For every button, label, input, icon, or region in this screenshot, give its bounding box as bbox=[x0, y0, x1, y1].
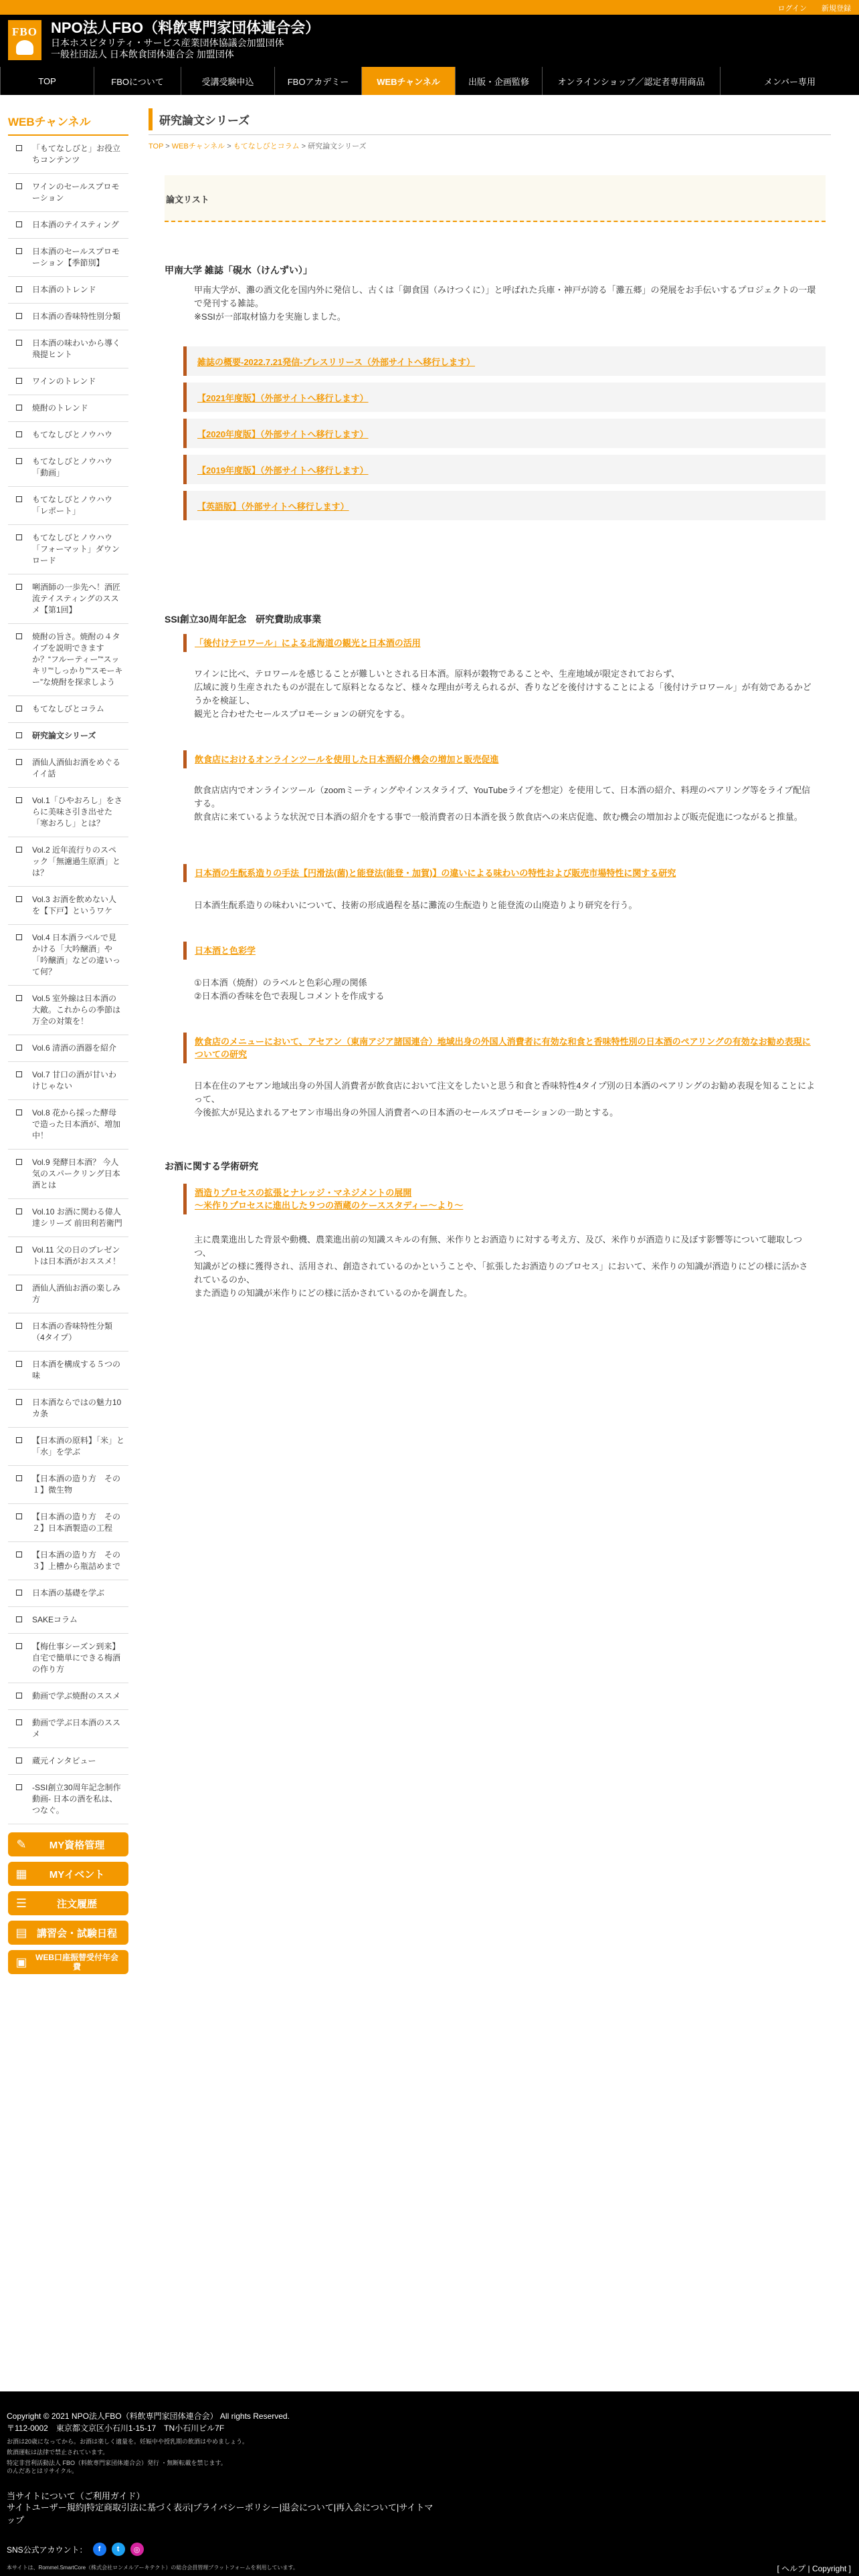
checkbox-square-icon bbox=[16, 706, 22, 712]
button-icon: ☰ bbox=[15, 1896, 27, 1910]
sidebar-item-label: 【梅仕事シーズン到来】自宅で簡単にできる梅酒の作り方 bbox=[32, 1642, 121, 1674]
seminar-schedule-button[interactable] bbox=[8, 1921, 128, 1945]
sidebar-item[interactable] bbox=[8, 837, 128, 887]
grant-desc-line: 飲食店に来ているような状況で日本酒の紹介をする事で一般消費者の日本酒を扱う飲食店への来店促進、飲む機会の増加および販売促進につながると推量。 bbox=[194, 812, 803, 822]
sidebar-item-label: 【日本酒の造り方 その２】日本酒製造の工程 bbox=[32, 1512, 121, 1533]
checkbox-square-icon bbox=[16, 633, 22, 639]
grant-link-item[interactable] bbox=[183, 1033, 826, 1063]
main-content bbox=[149, 108, 831, 1298]
checkbox-square-icon bbox=[16, 1475, 22, 1481]
sidebar-item[interactable] bbox=[8, 1313, 128, 1352]
konan-desc-line: 甲南大学が、灘の酒文化を国内外に発信し、古くは「御食国（みけつくに）」と呼ばれた兵庫・神戸が誇る「灘五郷」の発展をお手伝いするプロジェクトの一環で発刊する雑誌。 bbox=[194, 285, 816, 308]
help-copyright-link[interactable]: [ ヘルプ | Copyright ] bbox=[777, 2564, 851, 2573]
order-history-button[interactable] bbox=[8, 1891, 128, 1915]
button-label: 注文履歴 bbox=[56, 1898, 97, 1910]
konan-link-item[interactable] bbox=[183, 383, 826, 412]
academic-desc bbox=[194, 1233, 816, 1300]
sidebar-item-label: 研究論文シリーズ bbox=[32, 731, 96, 740]
konan-link-item[interactable] bbox=[183, 455, 826, 484]
checkbox-square-icon bbox=[16, 286, 22, 292]
checkbox-square-icon bbox=[16, 534, 22, 540]
academic-desc-line: 主に農業進出した背景や動機、農業進出前の知識スキルの有無、米作りとお酒造りに対する考え方、及び、米作りが酒造りに及ぼす影響等について聴取しつつ、 bbox=[194, 1235, 803, 1258]
press-release-link[interactable]: 雑誌の概要-2022.7.21発信-プレスリリース（外部サイトへ移行します） bbox=[197, 356, 476, 367]
checkbox-square-icon bbox=[16, 1551, 22, 1558]
footer-notice: のんだあとはリサイクル。 bbox=[7, 2468, 78, 2474]
sidebar-item[interactable] bbox=[8, 1199, 128, 1237]
checkbox-square-icon bbox=[16, 458, 22, 464]
checkbox-square-icon bbox=[16, 1208, 22, 1214]
sidebar-title: WEBチャンネル bbox=[8, 112, 128, 136]
edition-2021-link[interactable]: 【2021年度版】（外部サイトへ移行します） bbox=[197, 393, 369, 403]
sidebar-item[interactable] bbox=[8, 1542, 128, 1580]
sidebar-item-label: Vol.2 近年流行りのスペック「無濾過生原酒」とは？ bbox=[32, 845, 121, 877]
sns-block bbox=[7, 2543, 144, 2556]
sidebar-item-label: 日本酒のテイスティング bbox=[32, 220, 119, 229]
grant-link-2[interactable]: 飲食店におけるオンラインツールを使用した日本酒紹介機会の増加と販売促進 bbox=[195, 754, 499, 764]
logo-emblem-icon bbox=[16, 40, 33, 55]
page-title: 研究論文シリーズ bbox=[149, 108, 831, 130]
grant-link-3[interactable]: 日本酒の生酛系造りの手法【円滑法(菌)と能登法(能登・加賀)】の違いによる味わいの特性および販売市場特性に関する研究 bbox=[195, 868, 676, 878]
site-subtitle-1: 日本ホスピタリティ・サービス産業団体協議会加盟団体 bbox=[51, 37, 284, 48]
facebook-icon[interactable]: f bbox=[93, 2543, 106, 2556]
sidebar-item[interactable] bbox=[8, 1683, 128, 1710]
grant-link-1[interactable]: 「後付けテロワール」による北海道の観光と日本酒の活用 bbox=[195, 638, 421, 648]
checkbox-square-icon bbox=[16, 340, 22, 346]
sidebar-item[interactable] bbox=[8, 368, 128, 395]
sidebar-item[interactable] bbox=[8, 174, 128, 212]
sidebar-item[interactable] bbox=[8, 1607, 128, 1634]
sidebar-item[interactable] bbox=[8, 239, 128, 277]
sidebar-item[interactable] bbox=[8, 887, 128, 925]
sidebar-item-label: 日本酒の基礎を学ぶ bbox=[32, 1588, 105, 1598]
about-site-link[interactable]: 当サイトについて（ご利用ガイド） bbox=[7, 2491, 145, 2501]
checkbox-square-icon bbox=[16, 496, 22, 502]
checkbox-square-icon bbox=[16, 732, 22, 738]
sidebar-item[interactable] bbox=[8, 1390, 128, 1428]
konan-link-item[interactable] bbox=[183, 346, 826, 376]
grant-desc-line: 日本酒生酛系造りの味わいについて、技術の形成過程を基に灘流の生酛造りと能登流の山廃造りより研究を行う。 bbox=[194, 900, 638, 910]
academic-link-line[interactable]: ～米作りプロセスに進出した９つの酒蔵のケーススタディー～より～ bbox=[195, 1200, 464, 1210]
checkbox-square-icon bbox=[16, 1590, 22, 1596]
sidebar-item[interactable] bbox=[8, 304, 128, 330]
button-label: MYイベント bbox=[49, 1868, 105, 1881]
sidebar-item[interactable] bbox=[8, 1062, 128, 1100]
checkbox-square-icon bbox=[16, 145, 22, 151]
sidebar-item[interactable] bbox=[8, 1352, 128, 1390]
sidebar-item-label: Vol.7 甘口の酒が甘いわけじゃない bbox=[32, 1070, 117, 1091]
sidebar-item-label: 酒仙人酒仙お酒の楽しみ方 bbox=[32, 1283, 121, 1304]
sidebar-item-label: 【日本酒の原料】「米」と「水」を学ぶ bbox=[32, 1436, 125, 1457]
sidebar-item-label: 日本酒の味わいから導く飛提ヒント bbox=[32, 338, 121, 359]
checkbox-square-icon bbox=[16, 1159, 22, 1165]
sidebar-item-label: 日本酒の香味特性分類（4タイプ） bbox=[32, 1321, 113, 1342]
site-footer bbox=[0, 2391, 859, 2576]
sidebar-item-label: 日本酒のセールスプロモーション【季節別】 bbox=[32, 247, 120, 267]
sidebar-item[interactable] bbox=[8, 1504, 128, 1542]
checkbox-square-icon bbox=[16, 896, 22, 902]
sidebar-item[interactable] bbox=[8, 574, 128, 624]
checkbox-square-icon bbox=[16, 1437, 22, 1443]
checkbox-square-icon bbox=[16, 847, 22, 853]
grant-desc-5 bbox=[194, 1079, 816, 1119]
title-divider bbox=[149, 134, 831, 135]
checkbox-square-icon bbox=[16, 1071, 22, 1077]
sidebar-item-label: 【日本酒の造り方 その１】微生物 bbox=[32, 1474, 121, 1495]
sns-label: SNS公式アカウント： bbox=[7, 2545, 88, 2555]
sidebar-item-label: Vol.4 日本酒ラベルで見かける「大吟醸酒」や「吟醸酒」などの違いって何？ bbox=[32, 933, 121, 976]
web-payment-button[interactable] bbox=[8, 1950, 128, 1974]
konan-heading: 甲南大学 雑誌「硯水（けんずい）」 bbox=[165, 265, 312, 276]
checkbox-square-icon bbox=[16, 183, 22, 189]
sidebar-item[interactable] bbox=[8, 1237, 128, 1275]
sidebar-item[interactable] bbox=[8, 277, 128, 304]
nav-item[interactable]: FBOアカデミー bbox=[274, 67, 361, 95]
sidebar-item-label: ワインのセールスプロモーション bbox=[32, 182, 120, 203]
sidebar-item-label: -SSI創立30周年記念制作動画- 日本の酒を私は、つなぐ。 bbox=[32, 1783, 121, 1815]
grant-desc-line: 観光と合わせたセールスプロモーションの研究をする。 bbox=[194, 709, 410, 719]
grant-link-item[interactable] bbox=[183, 750, 826, 768]
nav-item[interactable]: 出版・企画監修 bbox=[455, 67, 542, 95]
academic-link-item[interactable] bbox=[183, 1184, 826, 1214]
address: 〒112-0002 東京都文京区小石川1-15-17 TN小石川ビル7F bbox=[7, 2424, 225, 2433]
checkbox-square-icon bbox=[16, 1247, 22, 1253]
breadcrumb-top[interactable]: TOP bbox=[149, 142, 164, 150]
button-icon: ▦ bbox=[15, 1866, 27, 1881]
nav-item[interactable]: FBOについて bbox=[94, 67, 181, 95]
brand-block bbox=[51, 19, 320, 60]
sidebar-item-label: 酒仙人酒仙お酒をめぐるイイ話 bbox=[32, 758, 121, 778]
nav-item[interactable]: メンバー専用 bbox=[720, 67, 859, 95]
grant-desc-line: 広域に渡り生産されたものが混在して原料となるなど、様々な理由が考えられるが、香りなどを後付けすることによる「後付けテロワール」が有効であるかどうかを検証し、 bbox=[194, 682, 812, 706]
grant-desc-line: 日本在住のアセアン地域出身の外国人消費者が飲食店において注文をしたいと思う和食と香味特性4タイプ別の日本酒のペアリングのお勧め表現を知ることによって、 bbox=[194, 1081, 816, 1104]
checkbox-square-icon bbox=[16, 1285, 22, 1291]
footer-notice: 飲酒運転は法律で禁止されています。 bbox=[7, 2449, 109, 2456]
my-event-button[interactable] bbox=[8, 1862, 128, 1886]
edition-2020-link[interactable]: 【2020年度版】（外部サイトへ移行します） bbox=[197, 429, 369, 439]
checkbox-square-icon bbox=[16, 1045, 22, 1051]
top-utility-bar bbox=[0, 0, 859, 15]
sidebar-item[interactable] bbox=[8, 1775, 128, 1824]
sidebar-item-label: もてなしびとノウハウ「動画」 bbox=[32, 457, 113, 477]
nav-item[interactable]: オンラインショップ／認定者専用商品 bbox=[542, 67, 720, 95]
sidebar-item[interactable] bbox=[8, 1035, 128, 1062]
english-edition-link[interactable]: 【英語版】（外部サイトへ移行します） bbox=[197, 501, 349, 512]
sidebar-item[interactable] bbox=[8, 925, 128, 986]
checkbox-square-icon bbox=[16, 1643, 22, 1649]
grant-desc-4 bbox=[194, 976, 816, 1003]
sidebar-item[interactable] bbox=[8, 1428, 128, 1466]
checkbox-square-icon bbox=[16, 759, 22, 765]
button-label: 講習会・試験日程 bbox=[36, 1927, 117, 1939]
sidebar-item[interactable] bbox=[8, 422, 128, 449]
sidebar-item-label: Vol.1「ひやおろし」をさらに美味さ引き出せた「寒おろし」とは？ bbox=[32, 796, 122, 828]
sidebar-item-label: 蔵元インタビュー bbox=[32, 1756, 96, 1765]
academic-desc-line: 知識がどの様に獲得され、活用され、創造されているのかということや、「拡張したお酒造りのプロセス」において、米作りの知識が酒造りにどの様に活かされているのか、 bbox=[194, 1261, 808, 1285]
sidebar-item-label: Vol.3 お酒を飲めない人を【下戸】というワケ bbox=[32, 895, 117, 916]
sidebar-item[interactable] bbox=[8, 136, 128, 174]
site-title: NPO法人FBO（料飲専門家団体連合会） bbox=[51, 19, 320, 36]
edition-2019-link[interactable]: 【2019年度版】（外部サイトへ移行します） bbox=[197, 465, 369, 475]
nav-item[interactable]: TOP bbox=[0, 67, 94, 95]
sidebar-item[interactable] bbox=[8, 1275, 128, 1313]
sidebar-item-label: 日本酒を構成する５つの味 bbox=[32, 1360, 121, 1380]
nav-item[interactable]: WEBチャンネル bbox=[361, 67, 455, 95]
sidebar-item[interactable] bbox=[8, 1748, 128, 1775]
sidebar-item[interactable] bbox=[8, 788, 128, 837]
login-link[interactable]: ログイン bbox=[777, 5, 807, 13]
nav-item[interactable]: 受講受験申込 bbox=[181, 67, 274, 95]
register-link[interactable]: 新規登録 bbox=[822, 5, 851, 13]
checkbox-square-icon bbox=[16, 221, 22, 227]
sidebar-item[interactable] bbox=[8, 723, 128, 750]
sidebar-item-label: 【日本酒の造り方 その３】上槽から瓶詰めまで bbox=[32, 1550, 121, 1571]
fbo-logo[interactable] bbox=[7, 19, 43, 62]
sidebar-menu bbox=[8, 136, 128, 1824]
utility-links bbox=[778, 3, 851, 13]
sidebar-item-label: SAKEコラム bbox=[32, 1615, 78, 1624]
grant-desc-2 bbox=[194, 784, 816, 824]
checkbox-square-icon bbox=[16, 1323, 22, 1329]
sidebar-item[interactable] bbox=[8, 1580, 128, 1607]
sns-icons bbox=[93, 2543, 144, 2556]
sidebar-item[interactable] bbox=[8, 487, 128, 525]
checkbox-square-icon bbox=[16, 797, 22, 803]
grant-link-4[interactable]: 日本酒と色彩学 bbox=[195, 946, 256, 956]
paper-list-header bbox=[165, 175, 826, 222]
grant-desc-line: ワインに比べ、テロワールを感じることが難しいとされる日本酒。原料が穀物であることや、生産地域が限定されておらず、 bbox=[194, 669, 680, 679]
academic-link-line[interactable]: 酒造りプロセスの拡張とナレッジ・マネジメントの展開 bbox=[195, 1188, 412, 1198]
sidebar-buttons bbox=[8, 1832, 128, 1974]
sidebar-item-label: Vol.9 発酵日本酒？ 今人気のスパークリング日本酒とは bbox=[32, 1158, 120, 1190]
sidebar-item-label: もてなしびとノウハウ「フォーマット」ダウンロード bbox=[32, 533, 120, 565]
button-icon: ▤ bbox=[15, 1925, 27, 1939]
sidebar-item-label: 日本酒の香味特性別分類 bbox=[32, 312, 121, 321]
checkbox-square-icon bbox=[16, 1361, 22, 1367]
sidebar-item-label: Vol.6 清酒の酒器を紹介 bbox=[32, 1043, 117, 1053]
grant-link-item[interactable] bbox=[183, 634, 826, 652]
checkbox-square-icon bbox=[16, 431, 22, 437]
grant-desc-line: 飲食店店内でオンラインツール（zoomミーティングやインスタライブ、YouTubeライブを想定）を使用して、日本酒の紹介、料理のペアリング等をライブ配信する。 bbox=[194, 785, 811, 809]
checkbox-square-icon bbox=[16, 1399, 22, 1405]
ssi-grant-heading: SSI創立30周年記念 研究費助成事業 bbox=[165, 614, 322, 625]
sidebar-item-label: Vol.8 花から採った酵母で造った日本酒が、増加中！ bbox=[32, 1108, 121, 1140]
button-icon: ✎ bbox=[16, 1837, 27, 1851]
breadcrumb-webchannel[interactable]: WEBチャンネル bbox=[171, 142, 225, 150]
checkbox-square-icon bbox=[16, 1719, 22, 1725]
sidebar-item[interactable] bbox=[8, 1100, 128, 1150]
sidebar-item-label: 動画で学ぶ日本酒のススメ bbox=[32, 1718, 121, 1739]
grant-desc-3 bbox=[194, 899, 816, 912]
sidebar bbox=[8, 112, 128, 1974]
copyright: Copyright © 2021 NPO法人FBO（料飲専門家団体連合会） All rights Reserved. bbox=[7, 2411, 290, 2421]
sidebar-item-label: 動画で学ぶ焼酎のススメ bbox=[32, 1691, 121, 1701]
grant-desc-1 bbox=[194, 667, 816, 721]
sidebar-item-label: もてなしびとコラム bbox=[32, 704, 104, 714]
sidebar-item-label: 焼酎のトレンド bbox=[32, 403, 88, 413]
site-subtitle-2: 一般社団法人 日本飲食団体連合会 加盟団体 bbox=[51, 49, 234, 60]
footer-notice: 特定非営利活動法人 FBO（料飲専門家団体連合会）発行 ・無断転載を禁じます。 bbox=[7, 2460, 227, 2466]
sidebar-item-label: ワインのトレンド bbox=[32, 377, 96, 386]
academic-heading: お酒に関する学術研究 bbox=[165, 1161, 258, 1172]
checkbox-square-icon bbox=[16, 1693, 22, 1699]
logo-text: FBO bbox=[12, 25, 37, 38]
sidebar-item[interactable] bbox=[8, 696, 128, 723]
checkbox-square-icon bbox=[16, 313, 22, 319]
sidebar-item-label: もてなしびとノウハウ bbox=[32, 430, 113, 439]
checkbox-square-icon bbox=[16, 1109, 22, 1115]
sidebar-item[interactable] bbox=[8, 1466, 128, 1504]
sidebar-item[interactable] bbox=[8, 1710, 128, 1748]
sidebar-item[interactable] bbox=[8, 624, 128, 696]
checkbox-square-icon bbox=[16, 1616, 22, 1622]
instagram-icon[interactable]: ◎ bbox=[130, 2543, 144, 2556]
grant-link-item[interactable] bbox=[183, 864, 826, 882]
sidebar-item[interactable] bbox=[8, 986, 128, 1035]
checkbox-square-icon bbox=[16, 248, 22, 254]
my-qualification-button[interactable] bbox=[8, 1832, 128, 1856]
sidebar-item-label: もてなしびとノウハウ「レポート」 bbox=[32, 495, 113, 516]
breadcrumb-current: 研究論文シリーズ bbox=[308, 142, 367, 150]
grant-desc-line: 今後拡大が見込まれるアセアン市場出身の外国人消費者への日本酒のセールスプロモーションの一助とする。 bbox=[194, 1107, 619, 1117]
sidebar-item[interactable] bbox=[8, 750, 128, 788]
breadcrumb-column[interactable]: もてなしびとコラム bbox=[233, 142, 300, 150]
checkbox-square-icon bbox=[16, 1784, 22, 1790]
sidebar-item-label: 「もてなしびと」お役立ちコンテンツ bbox=[32, 144, 121, 165]
checkbox-square-icon bbox=[16, 995, 22, 1001]
platform-credit: 本サイトは、Rommel.SmartCore（株式会社ロンメルアーキテクト）の総合会員管理プラットフォームを利用しています。 bbox=[7, 2565, 298, 2571]
checkbox-square-icon bbox=[16, 1513, 22, 1519]
button-label: MY資格管理 bbox=[49, 1839, 105, 1851]
grant-link-item[interactable] bbox=[183, 942, 826, 960]
grant-desc-line: ①日本酒（焼酎）のラベルと色彩心理の関係 bbox=[194, 978, 367, 988]
sidebar-item-label: Vol.10 お酒に関わる偉人達シリーズ 前田利若衛門 bbox=[32, 1207, 122, 1228]
checkbox-square-icon bbox=[16, 378, 22, 384]
sidebar-item-label: 日本酒のトレンド bbox=[32, 285, 96, 294]
sidebar-item-label: 唎酒師の一歩先へ！酒匠流テイスティングのススメ【第1回】 bbox=[32, 582, 121, 615]
paper-list-label: 論文リスト bbox=[166, 195, 209, 205]
sidebar-item-label: Vol.11 父の日のプレゼントは日本酒がおススメ！ bbox=[32, 1245, 121, 1266]
konan-link-item[interactable] bbox=[183, 419, 826, 448]
konan-desc bbox=[194, 284, 816, 324]
footer-notice: お酒は20歳になってから。お酒は楽しく適量を。妊娠中や授乳期の飲酒はやめましょう。 bbox=[7, 2438, 249, 2445]
sidebar-item[interactable] bbox=[8, 395, 128, 422]
button-icon: ▣ bbox=[15, 1955, 27, 1969]
sidebar-item-label: Vol.5 室外線は日本酒の大敵。これからの季節は万全の対策を！ bbox=[32, 994, 121, 1026]
konan-link-item[interactable] bbox=[183, 491, 826, 520]
sidebar-item[interactable] bbox=[8, 212, 128, 239]
konan-note: ※SSIが一部取材協力を実施しました。 bbox=[194, 312, 346, 322]
sidebar-item[interactable] bbox=[8, 449, 128, 487]
twitter-icon[interactable]: t bbox=[112, 2543, 125, 2556]
sidebar-item-label: 日本酒ならではの魅力10カ条 bbox=[32, 1398, 122, 1418]
footer-links[interactable]: サイトユーザー規約|特定商取引法に基づく表示|プライバシーポリシー|退会について|再入会について|サイトマップ bbox=[7, 2502, 434, 2525]
sidebar-item[interactable] bbox=[8, 330, 128, 368]
checkbox-square-icon bbox=[16, 584, 22, 590]
sidebar-item[interactable] bbox=[8, 1634, 128, 1683]
breadcrumb: TOP > WEBチャンネル > もてなしびとコラム > 研究論文シリーズ bbox=[149, 142, 367, 150]
checkbox-square-icon bbox=[16, 405, 22, 411]
academic-desc-line: また酒造りの知識が米作りにどの様に活かされているのかを調査した。 bbox=[194, 1288, 473, 1298]
sidebar-item[interactable] bbox=[8, 525, 128, 574]
button-label: WEB口座振替受付年会費 bbox=[35, 1953, 118, 1971]
sidebar-item[interactable] bbox=[8, 1150, 128, 1199]
checkbox-square-icon bbox=[16, 1757, 22, 1763]
grant-desc-line: ②日本酒の香味を色で表現しコメントを作成する bbox=[194, 991, 385, 1001]
grant-link-5[interactable]: 飲食店のメニューにおいて、アセアン（東南アジア諸国連合）地域出身の外国人消費者に有効な和食と香味特性別の日本酒のペアリングの有効なお勧め表現についての研究 bbox=[195, 1037, 811, 1059]
sidebar-item-label: 焼酎の旨さ。焼酎の４タイプを説明できますか？“フルーティー”“スッキリ”“しっかり”“スモーキー”な焼酎を探求しよう bbox=[32, 632, 123, 687]
checkbox-square-icon bbox=[16, 934, 22, 940]
site-header bbox=[0, 15, 859, 67]
global-nav bbox=[0, 67, 859, 95]
